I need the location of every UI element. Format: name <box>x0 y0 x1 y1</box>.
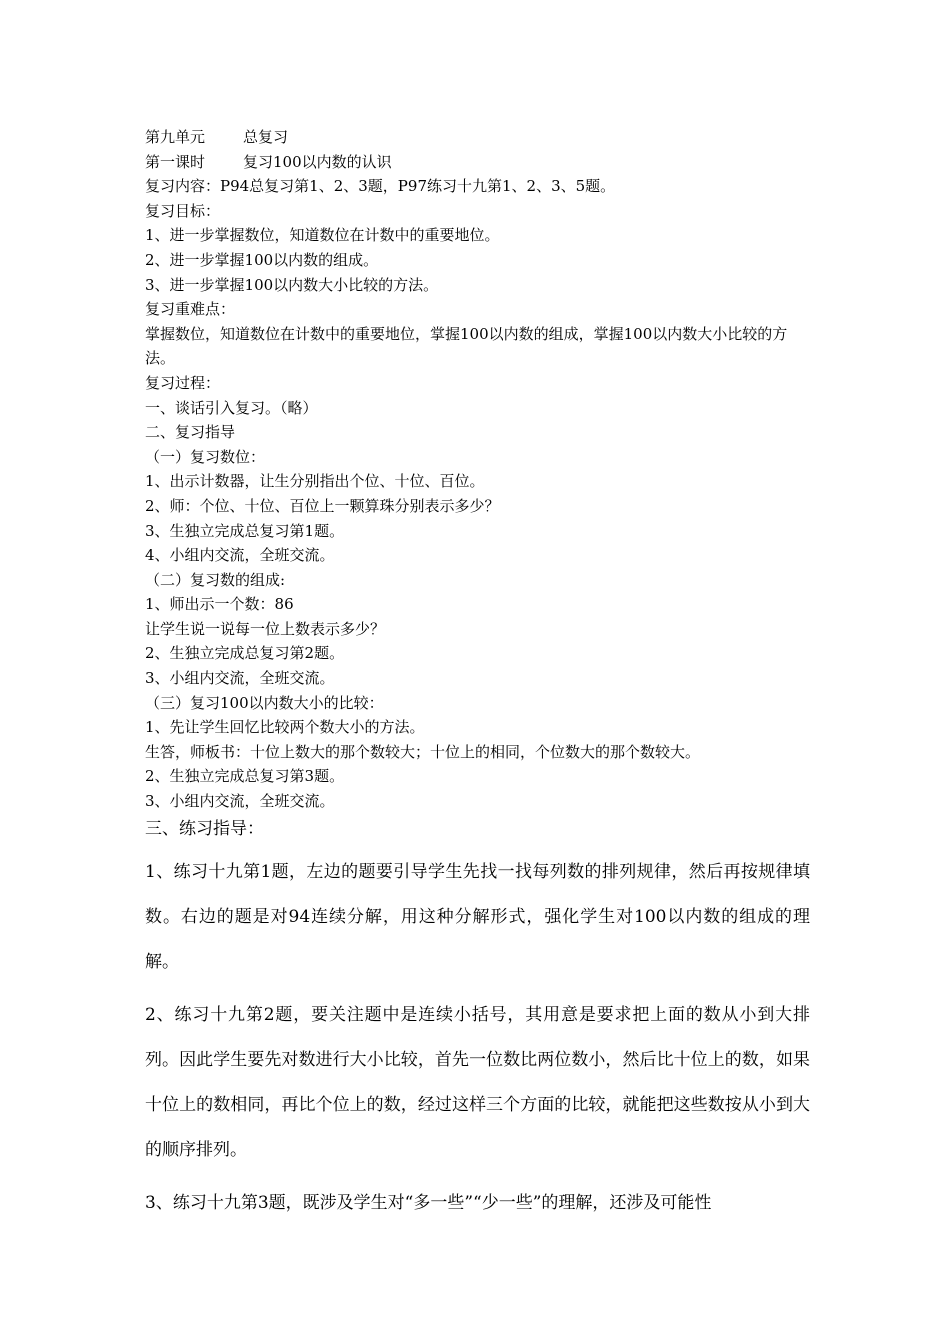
document-page <box>145 125 810 1226</box>
lesson-label: 第一课时 <box>145 152 206 171</box>
step-line: 3、生独立完成总复习第1题。 <box>145 521 345 540</box>
unit-label: 第九单元 <box>145 128 206 146</box>
step-line: 1、师出示一个数：86 <box>145 595 294 614</box>
process-heading: 复习过程： <box>145 373 221 392</box>
practice-paragraph-3: 3、练习十九第3题，既涉及学生对“多一些”“少一些”的理解，还涉及可能性 <box>145 1192 712 1213</box>
step-line: 1、出示计数器，让生分别指出个位、十位、百位。 <box>145 472 485 491</box>
practice-paragraph-2: 2、练习十九第2题，要关注题中是连续小括号，其用意是要求把上面的数从小到大排列。因此学生要先对数进行大小比较，首先一位数比两位数小，然后比十位上的数，如果十位上的数相同，再比个位上的数，经过这样三个方面的比较，就能把这些数按从小到大的顺序排列。 <box>145 1004 810 1160</box>
step-line: 2、师：个位、十位、百位上一颗算珠分别表示多少？ <box>145 496 500 515</box>
step-line: 3、小组内交流，全班交流。 <box>145 792 335 811</box>
subsection-1: （一）复习数位： <box>145 447 266 466</box>
keypoints-heading: 复习重难点： <box>145 300 236 319</box>
section-1: 一、谈话引入复习。（略） <box>145 398 318 417</box>
step-line: 1、先让学生回忆比较两个数大小的方法。 <box>145 718 425 737</box>
step-line: 让学生说一说每一位上数表示多少？ <box>145 619 386 638</box>
lesson-title: 复习100以内数的认识 <box>243 152 392 171</box>
section-2: 二、复习指导 <box>145 423 236 442</box>
step-line: 2、生独立完成总复习第3题。 <box>145 767 345 786</box>
section-3-heading: 三、练习指导： <box>145 818 264 839</box>
unit-heading <box>145 125 810 150</box>
practice-paragraph-1: 1、练习十九第1题，左边的题要引导学生先找一找每列数的排列规律，然后再按规律填数。右边的题是对94连续分解，用这种分解形式，强化学生对100以内数的组成的理解。 <box>145 861 810 972</box>
step-line: 2、生独立完成总复习第2题。 <box>145 644 345 663</box>
review-goal-1: 1、进一步掌握数位，知道数位在计数中的重要地位。 <box>145 226 500 245</box>
review-goal-2: 2、进一步掌握100以内数的组成。 <box>145 250 379 269</box>
keypoints-text: 掌握数位，知道数位在计数中的重要地位，掌握100以内数的组成，掌握100以内数大小比较的方法。 <box>145 324 788 368</box>
lesson-heading <box>145 150 810 175</box>
review-goal-3: 3、进一步掌握100以内数大小比较的方法。 <box>145 275 439 294</box>
review-content: 复习内容：P94总复习第1、2、3题，P97练习十九第1、2、3、5题。 <box>145 177 616 196</box>
subsection-2: （二）复习数的组成: <box>145 570 286 589</box>
step-line: 4、小组内交流，全班交流。 <box>145 546 335 565</box>
step-line: 3、小组内交流，全班交流。 <box>145 669 335 688</box>
review-goals-heading: 复习目标： <box>145 201 221 220</box>
unit-title: 总复习 <box>243 128 289 146</box>
subsection-3: （三）复习100以内数大小的比较： <box>145 693 384 712</box>
step-line: 生答，师板书：十位上数大的那个数较大；十位上的相同，个位数大的那个数较大。 <box>145 742 701 761</box>
